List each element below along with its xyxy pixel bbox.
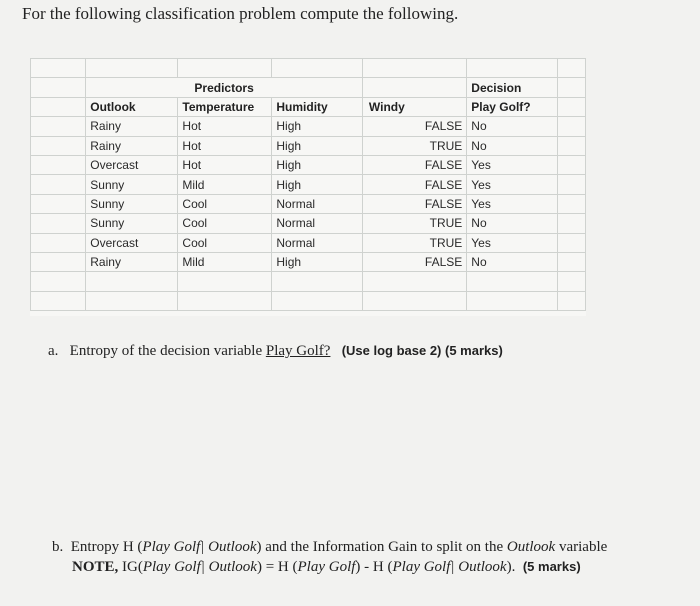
data-table: [30, 58, 586, 316]
cell-play-golf: Yes: [467, 155, 558, 174]
question-b-l1d: Outlook: [506, 539, 556, 555]
question-b-marks: (5 marks): [522, 559, 581, 574]
question-b-l1e: variable: [555, 539, 608, 555]
table-row: [31, 214, 586, 233]
cell-play-golf: No: [467, 252, 558, 271]
question-a: [48, 343, 503, 360]
question-b-l2f: ) - H (: [355, 559, 393, 575]
intro-text: For the following classification problem compute the following.: [22, 4, 459, 23]
cell-humidity: High: [272, 155, 363, 174]
question-a-text: Entropy of the decision variable: [69, 343, 263, 359]
table-row: [31, 252, 586, 271]
cell-windy: TRUE: [362, 214, 466, 233]
cell-outlook: Sunny: [86, 194, 178, 213]
cell-outlook: Rainy: [86, 117, 178, 136]
cell-temperature: Cool: [178, 233, 272, 252]
cell-humidity: High: [272, 117, 363, 136]
col-header-outlook: Outlook: [86, 97, 178, 116]
empty-row: [31, 291, 586, 310]
question-b-prefix: b.: [52, 539, 64, 555]
cell-play-golf: No: [467, 136, 558, 155]
cell-temperature: Hot: [178, 117, 272, 136]
cell-windy: FALSE: [362, 252, 466, 271]
col-header-temperature: Temperature: [178, 97, 272, 116]
cell-temperature: Hot: [178, 155, 272, 174]
col-header-play-golf: Play Golf?: [467, 97, 558, 116]
cell-humidity: High: [272, 175, 363, 194]
cell-temperature: Mild: [178, 175, 272, 194]
cell-play-golf: Yes: [467, 175, 558, 194]
cell-play-golf: Yes: [467, 233, 558, 252]
cell-temperature: Hot: [178, 136, 272, 155]
cell-outlook: Overcast: [86, 155, 178, 174]
cell-windy: TRUE: [362, 233, 466, 252]
cell-temperature: Cool: [178, 214, 272, 233]
col-header-windy: Windy: [362, 97, 466, 116]
question-b-l2d: ) = H (: [256, 559, 298, 575]
empty-row: [31, 272, 586, 291]
question-b: [52, 538, 607, 577]
cell-windy: FALSE: [362, 175, 466, 194]
table-row: [31, 155, 586, 174]
cell-outlook: Overcast: [86, 233, 178, 252]
question-b-l2g: Play Golf| Outlook: [392, 559, 507, 575]
question-a-variable: Play Golf?: [265, 343, 331, 359]
table-row: [31, 175, 586, 194]
cell-humidity: High: [272, 136, 363, 155]
cell-temperature: Cool: [178, 194, 272, 213]
table-row: [31, 233, 586, 252]
predictors-header: Predictors: [86, 78, 363, 97]
cell-windy: FALSE: [362, 117, 466, 136]
question-b-l1c: ) and the Information Gain to split on the: [256, 539, 507, 555]
cell-play-golf: No: [467, 117, 558, 136]
cell-outlook: Rainy: [86, 252, 178, 271]
question-b-l2h: ).: [506, 559, 516, 575]
cell-play-golf: No: [467, 214, 558, 233]
table-row: [31, 194, 586, 213]
cell-windy: FALSE: [362, 194, 466, 213]
cell-windy: FALSE: [362, 155, 466, 174]
cell-humidity: Normal: [272, 233, 363, 252]
cell-temperature: Mild: [178, 252, 272, 271]
question-a-note: (Use log base 2) (5 marks): [341, 343, 503, 358]
cell-humidity: High: [272, 252, 363, 271]
question-b-l1b: Play Golf| Outlook: [142, 539, 257, 555]
decision-header: Decision: [467, 78, 558, 97]
cell-outlook: Sunny: [86, 214, 178, 233]
question-b-l2b: IG(: [118, 559, 143, 575]
question-b-note-label: NOTE,: [72, 559, 119, 575]
question-a-prefix: a.: [48, 343, 59, 359]
cell-windy: TRUE: [362, 136, 466, 155]
table-row: [31, 117, 586, 136]
col-header-humidity: Humidity: [272, 97, 363, 116]
question-b-l1a: Entropy H (: [70, 539, 143, 555]
question-b-l2c: Play Golf| Outlook: [142, 559, 257, 575]
cell-outlook: Sunny: [86, 175, 178, 194]
cell-play-golf: Yes: [467, 194, 558, 213]
cell-humidity: Normal: [272, 194, 363, 213]
table-row: [31, 136, 586, 155]
cell-outlook: Rainy: [86, 136, 178, 155]
question-b-l2e: Play Golf: [297, 559, 356, 575]
cell-humidity: Normal: [272, 214, 363, 233]
